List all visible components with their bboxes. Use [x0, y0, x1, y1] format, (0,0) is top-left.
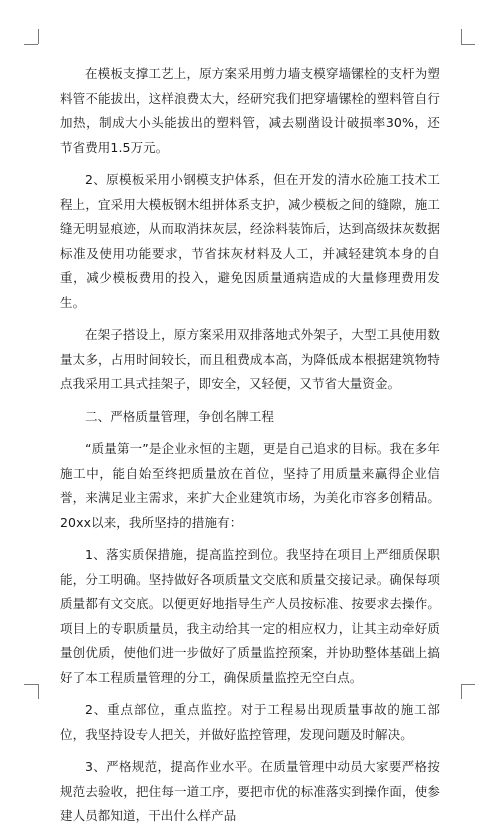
paragraph-quality-assurance: 1、落实质保措施，提高监控到位。我坚持在项目上严细质保职能，分工明确。坚持做好各项质量文交底和质量交接记录。确保每项质量都有文交底。以便更好地指导生产人员按标准、按要求去操作。项目上的专职质量员，我主动给其一定的相应权力，让其主动牵好质量创优质，使他们进一步做好了质量监控预案，并协助整体基础上搞好了本工程质量管理的分工，确保质量监控无空白点。	[60, 547, 440, 685]
paragraph-formwork-support: 在模板支撑工艺上，原方案采用剪力墙支模穿墙镙栓的支杆为塑料管不能拔出，这样浪费太大，经研究我们把穿墙镙栓的塑料管自行加热，制成大小头能拔出的塑料管，减去剔凿设计破损率30%，还节省费用1.5万元。	[60, 66, 440, 155]
section-heading-quality-management: 二、严格质量管理，争创名牌工程	[85, 408, 275, 424]
paragraph-strict-standards: 3、严格规范，提高作业水平。在质量管理中动员大家要严格按规范去验收，把住每一道工序，要把市优的标准落实到操作面，使参建人员都知道，干出什么样产品	[60, 759, 440, 823]
paragraph-key-parts: 2、重点部位，重点监控。对于工程易出现质量事故的施工部位，我坚持设专人把关，并做好监控管理，发现问题及时解决。	[60, 702, 440, 742]
document-body	[60, 62, 440, 837]
paragraph-steel-formwork: 2、原模板采用小钢模支护体系，但在开发的清水砼施工技术工程上，宜采用大模板钢木组拼体系支护，减少模板之间的缝隙，施工缝无明显痕迹，从而取消抹灰层，经涂料装饰后，达到高级抹灰数据标准及使用功能要求，节省抹灰材料及人工，并减轻建筑本身的自重，减少模板费用的投入，避免因质量通病造成的大量修理费用发生。	[60, 172, 440, 310]
paragraph-scaffolding: 在架子搭设上，原方案采用双排落地式外架子，大型工具使用数量太多，占用时间较长，而且租费成本高，为降低成本根据建筑物特点我采用工具式挂架子，即安全，又轻便，又节省大量资金。	[60, 327, 440, 391]
paragraph-quality-first: “质量第一”是企业永恒的主题，更是自己追求的目标。我在多年施工中，能自始至终把质量放在首位，坚持了用质量来赢得企业信誉，来满足业主需求，来扩大企业建筑市场，为美化市容多创精品。20xx以来，我所坚持的措施有：	[60, 441, 440, 530]
